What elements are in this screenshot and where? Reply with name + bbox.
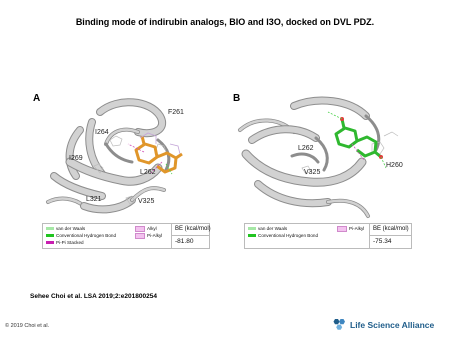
van-der-waals-swatch xyxy=(46,227,54,231)
pi-alkyl-swatch xyxy=(337,226,347,232)
legend-label: van der Waals xyxy=(56,226,86,231)
lsa-mark-icon xyxy=(332,319,347,330)
panel-b-residue-label: H260 xyxy=(386,162,403,169)
panel-a-letter: A xyxy=(33,93,41,104)
legend-label: Pi-Pi Stacked xyxy=(56,240,84,245)
legend-label: van der Waals xyxy=(258,226,288,231)
van-der-waals-swatch xyxy=(248,227,256,231)
life-science-alliance-logo xyxy=(332,319,434,330)
legend-item xyxy=(135,226,157,232)
panel-a-residue-label: L262 xyxy=(140,169,156,176)
legend-label: Conventional Hydrogen Bond xyxy=(258,233,319,238)
panel-b-residue-label: L262 xyxy=(298,145,314,152)
panel-b-structure xyxy=(232,96,418,220)
pi-alkyl-swatch xyxy=(135,233,145,239)
panel-b-letter: B xyxy=(233,93,241,104)
legend-item xyxy=(248,233,318,238)
legend-item xyxy=(337,226,364,232)
legend-item xyxy=(135,233,162,239)
hydrogen-bond-swatch xyxy=(248,234,256,238)
panel-b-binding-energy xyxy=(369,224,412,248)
be-divider xyxy=(370,235,412,236)
panel-a-legend xyxy=(42,223,210,249)
pi-pi-stacked-swatch xyxy=(46,241,54,245)
panel-a-residue-label: V325 xyxy=(138,198,155,205)
copyright: © 2019 Choi et al. xyxy=(5,323,50,329)
legend-item xyxy=(46,226,85,231)
legend-label: Pi-Alkyl xyxy=(349,226,365,232)
be-header: BE (kcal/mol) xyxy=(175,226,211,232)
alkyl-swatch xyxy=(135,226,145,232)
figure-title: Binding mode of indirubin analogs, BIO and I3O, docked on DVL PDZ. xyxy=(75,17,375,27)
legend-label: Alkyl xyxy=(147,226,157,232)
brand-name: Life Science Alliance xyxy=(350,319,435,330)
panel-a-residue-label: I269 xyxy=(69,155,83,162)
panel-b-legend xyxy=(244,223,412,249)
panel-a-residue-label: L321 xyxy=(86,196,102,203)
be-value: -75.34 xyxy=(373,238,392,245)
panel-b-residue-label: V325 xyxy=(304,169,321,176)
panel-a-residue-label: F261 xyxy=(168,109,184,116)
legend-label: Conventional Hydrogen Bond xyxy=(56,233,117,238)
hydrogen-bond-swatch xyxy=(46,234,54,238)
panel-a-residue-label: I264 xyxy=(95,129,109,136)
panel-a-binding-energy xyxy=(171,224,210,248)
legend-item xyxy=(46,240,84,245)
be-header: BE (kcal/mol) xyxy=(373,226,409,232)
be-value: -81.80 xyxy=(175,238,194,245)
be-divider xyxy=(172,235,210,236)
legend-label: Pi-Alkyl xyxy=(147,233,163,239)
legend-item xyxy=(46,233,116,238)
legend-item xyxy=(248,226,287,231)
citation: Sehee Choi et al. LSA 2019;2:e201800254 xyxy=(30,293,157,300)
